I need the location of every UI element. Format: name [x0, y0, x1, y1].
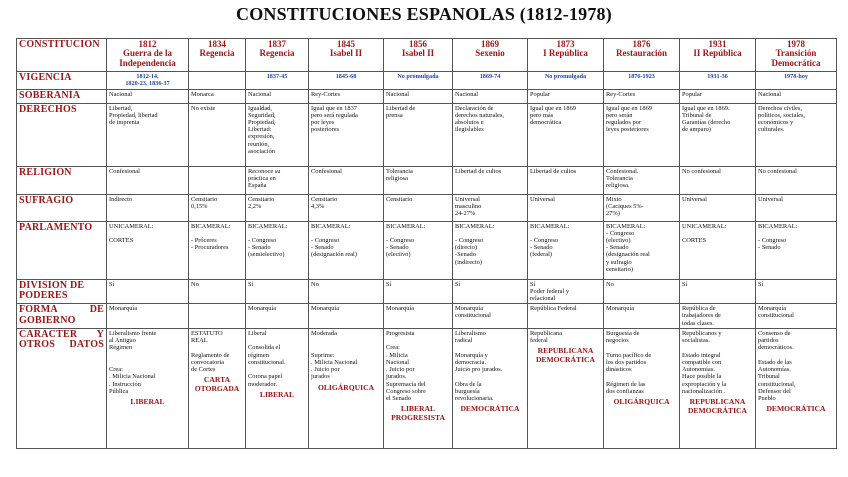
table-row	[17, 194, 837, 221]
cell-text: Sí	[455, 280, 461, 288]
column-year: 1876	[632, 39, 651, 49]
table-cell	[528, 221, 604, 279]
table-cell	[756, 328, 837, 448]
character-tag: OLIGÁRQUICA	[317, 382, 375, 392]
header-row	[17, 39, 837, 72]
cell-text: Sí Poder federal y relacional	[530, 280, 570, 302]
cell-text: Monarca	[191, 91, 214, 98]
cell-text: Rey-Cortes	[311, 91, 341, 98]
cell-text: ESTATUTO REAL Reglamento de convocatoria de Cortes	[191, 329, 230, 374]
cell-text: Progresista Crea: . Milicia Nacional . Juicio por jurados. Supremacía del Congreso sobre el Senado	[386, 329, 426, 403]
cell-text: Universal masculino 24-27%	[455, 195, 482, 217]
cell-text: Monarquía	[311, 305, 340, 313]
table-cell	[604, 166, 680, 194]
cell-text: Declaración de derechos naturales, absolutos e ilegislables	[455, 104, 504, 134]
table-cell	[604, 279, 680, 304]
table-cell	[107, 90, 189, 104]
column-name: II República	[693, 48, 742, 59]
table-cell	[384, 279, 453, 304]
table-cell	[246, 279, 309, 304]
table-cell	[309, 328, 384, 448]
table-cell	[453, 166, 528, 194]
cell-text: BICAMERAL: - Congreso - Senado (electivo)	[386, 222, 426, 259]
cell-text: Universal	[758, 195, 783, 203]
cell-text: Libertad de prensa	[386, 104, 416, 119]
column-header	[528, 39, 604, 72]
column-year: 1812	[138, 39, 157, 49]
cell-text: BICAMERAL: - Congreso - Senado	[758, 222, 798, 252]
column-header	[756, 39, 837, 72]
table-cell	[453, 194, 528, 221]
table-cell	[309, 166, 384, 194]
cell-text: Censitario 4,3%	[311, 195, 338, 210]
cell-text: BICAMERAL: - Congreso (directo) -Senado (indirecto)	[455, 222, 495, 266]
table-cell	[107, 221, 189, 279]
table-row	[17, 328, 837, 448]
table-cell	[604, 103, 680, 166]
cell-text: Monarquía	[248, 305, 277, 313]
table-cell	[384, 304, 453, 329]
cell-text: Universal	[530, 195, 555, 203]
character-tag: CARTA OTORGADA	[194, 375, 240, 393]
column-year: 1845	[337, 39, 355, 49]
table-cell	[246, 328, 309, 448]
table-cell	[309, 103, 384, 166]
cell-text: No promulgada	[397, 73, 439, 80]
cell-text: Liberal Consolida el régimen constitucional. Corona papel moderador.	[248, 329, 286, 388]
cell-text: Nacional	[109, 91, 133, 98]
column-year: 1834	[208, 39, 226, 49]
constitutions-table	[16, 38, 837, 449]
table-cell	[528, 304, 604, 329]
cell-text: Confesional. Tolerancia religiosa.	[606, 167, 639, 189]
table-cell	[528, 72, 604, 90]
row-header: SOBERANÍA	[17, 90, 107, 104]
cell-text: 1876-1923	[628, 73, 655, 80]
character-tag: DEMOCRÁTICA	[460, 404, 520, 414]
table-cell	[756, 279, 837, 304]
cell-text: 1837-45	[266, 73, 288, 80]
cell-text: Popular	[682, 91, 702, 98]
cell-text: Rey-Cortes	[606, 91, 636, 98]
table-cell	[680, 328, 756, 448]
table-cell	[189, 279, 246, 304]
table-cell	[453, 90, 528, 104]
cell-text: Indirecto	[109, 195, 133, 203]
table-cell	[107, 194, 189, 221]
cell-text: Sí	[109, 280, 115, 288]
column-year: 1931	[708, 39, 727, 49]
cell-text: BICAMERAL: - Próceres - Procuradores	[191, 222, 231, 252]
table-cell	[384, 221, 453, 279]
table-cell	[756, 103, 837, 166]
table-cell	[189, 328, 246, 448]
cell-text: Liberalismo frente al Antiguo Régimen Crea: . Milicia Nacional . Instrucción Pública	[109, 329, 157, 395]
column-year: 1978	[787, 39, 805, 49]
table-cell	[680, 103, 756, 166]
cell-text: UNICAMERAL: CORTES	[109, 222, 154, 244]
table-cell	[309, 221, 384, 279]
cell-text: BICAMERAL: - Congreso - Senado (designación real)	[311, 222, 357, 259]
column-name: Guerra de la Independencia	[119, 48, 176, 68]
cell-text: 1931-36	[707, 73, 728, 80]
table-body	[17, 72, 837, 449]
table-cell	[246, 194, 309, 221]
table-cell	[680, 221, 756, 279]
table-cell	[756, 166, 837, 194]
column-header	[604, 39, 680, 72]
column-header	[680, 39, 756, 72]
cell-text: Liberalismo radical Monarquía y democracia. Juicio pro jurados. Obra de la burguesía revolucionaria.	[455, 329, 503, 403]
table-cell	[384, 72, 453, 90]
table-row	[17, 72, 837, 90]
cell-text: Universal	[682, 195, 707, 203]
row-header: SUFRAGIO	[17, 194, 107, 221]
cell-text: Tolerancia religiosa	[386, 167, 413, 182]
cell-text: Confesional	[109, 167, 140, 175]
column-name: Isabel II	[329, 48, 363, 59]
table-cell	[680, 72, 756, 90]
cell-text: Popular	[530, 91, 550, 98]
table-cell	[756, 72, 837, 90]
cell-text: Monarquía constitucional	[758, 305, 794, 320]
cell-text: Reconoce su práctica en España	[248, 167, 281, 189]
table-cell	[107, 279, 189, 304]
character-tag: OLIGÁRQUICA	[613, 397, 670, 407]
cell-text: Sí	[682, 280, 688, 288]
cell-text: Nacional	[386, 91, 410, 98]
cell-text: Monarquía	[109, 305, 138, 313]
cell-text: No promulgada	[544, 73, 587, 80]
table-cell	[680, 166, 756, 194]
character-tag: REPUBLICANA DEMOCRÁTICA	[535, 346, 596, 364]
table-cell	[246, 90, 309, 104]
table-cell	[604, 194, 680, 221]
cell-text: 1812-14, 1820-23, 1836-37	[125, 73, 170, 87]
cell-text: Igual que en 1869 pero serán regulados por leyes posteriores	[606, 104, 652, 134]
table-cell	[680, 194, 756, 221]
table-cell	[756, 194, 837, 221]
cell-text: No confesional	[682, 167, 721, 175]
table-cell	[453, 279, 528, 304]
table-cell	[528, 328, 604, 448]
table-cell	[384, 194, 453, 221]
cell-text: Libertad de cultos	[530, 167, 577, 175]
cell-text: Censitario 0,15%	[191, 195, 218, 210]
table-cell	[528, 103, 604, 166]
character-tag: LIBERAL	[259, 389, 295, 399]
cell-text: Sí	[248, 280, 254, 288]
cell-text: República de trabajadores de todas clases.	[682, 305, 721, 327]
cell-text: BICAMERAL: - Congreso (electivo) - Senado (designación real y sufragio censitario)	[606, 222, 650, 273]
table-cell	[246, 304, 309, 329]
table-cell	[453, 304, 528, 329]
column-year: 1837	[268, 39, 286, 49]
table-cell	[756, 221, 837, 279]
column-name: Isabel II	[401, 48, 435, 59]
table-cell	[384, 328, 453, 448]
cell-text: No	[311, 280, 319, 288]
table-cell	[309, 304, 384, 329]
table-cell	[246, 72, 309, 90]
cell-text: 1845-68	[335, 73, 357, 80]
cell-text: Igual que en 1869 pero más democrática	[530, 104, 576, 126]
table-cell	[309, 279, 384, 304]
cell-text: Confesional	[311, 167, 342, 175]
cell-text: Censitario	[386, 195, 413, 203]
table-cell	[756, 90, 837, 104]
cell-text: Sí	[758, 280, 764, 288]
cell-text: No	[191, 280, 199, 288]
cell-text: Moderada Suprime: . Milicia Nacional . Juicio por jurados	[311, 329, 358, 381]
column-header	[246, 39, 309, 72]
cell-text: Libertad, Propiedad, libertad de imprenta	[109, 104, 158, 126]
row-header: RELIGIÓN	[17, 166, 107, 194]
table-cell	[680, 90, 756, 104]
row-header: DERECHOS	[17, 103, 107, 166]
cell-text: BICAMERAL: - Congreso - Senado (federal)	[530, 222, 570, 259]
cell-text: No confesional	[758, 167, 797, 175]
cell-text: Igual que en 1837 pero será regulada por leyes posteriores	[311, 104, 358, 134]
cell-text: Republicana federal	[530, 329, 562, 345]
cell-text: Monarquía	[606, 305, 635, 313]
table-cell	[189, 166, 246, 194]
table-cell	[107, 72, 189, 90]
row-header-constitucion: CONSTITUCIÓN	[17, 39, 107, 72]
column-name: Restauración	[616, 48, 667, 59]
document-title: CONSTITUCIONES ESPANOLAS (1812-1978)	[236, 4, 612, 24]
table-cell	[453, 328, 528, 448]
cell-text: UNICAMERAL: CORTES	[682, 222, 727, 244]
cell-text: Igualdad, Seguridad, Propiedad, Libertad: expresión, reunión, asociación	[248, 104, 276, 155]
row-header: FORMA DE GOBIERNO	[17, 304, 107, 329]
table-cell	[189, 194, 246, 221]
table-cell	[107, 166, 189, 194]
table-cell	[189, 103, 246, 166]
column-year: 1869	[481, 39, 499, 49]
table-cell	[246, 221, 309, 279]
cell-text: Consenso de partidos democráticos. Estado de las Autonomías. Tribunal constitucional, Defensor del Pueblo	[758, 329, 796, 403]
table-cell	[453, 103, 528, 166]
table-cell	[189, 90, 246, 104]
cell-text: Igual que en 1869. Tribunal de Garantías (derecho de amparo)	[682, 104, 731, 134]
cell-text: Censitario 2,2%	[248, 195, 275, 210]
cell-text: Nacional	[758, 91, 782, 98]
row-header: CARACTER Y OTROS DATOS	[17, 328, 107, 448]
cell-text: Nacional	[455, 91, 479, 98]
table-cell	[680, 304, 756, 329]
table-cell	[756, 304, 837, 329]
character-tag: REPUBLICANA DEMOCRÁTICA	[687, 397, 748, 415]
table-cell	[604, 304, 680, 329]
table-cell	[189, 72, 246, 90]
row-header: VIGENCIA	[17, 72, 107, 90]
table-row	[17, 90, 837, 104]
column-header	[453, 39, 528, 72]
table-cell	[680, 279, 756, 304]
table-cell	[604, 90, 680, 104]
cell-text: 1978-hoy	[783, 73, 809, 80]
table-cell	[528, 90, 604, 104]
table-cell	[189, 221, 246, 279]
cell-text: No	[606, 280, 614, 288]
table-cell	[107, 328, 189, 448]
column-name: Transición Democrática	[771, 48, 821, 68]
row-header: DIVISION DE PODERES	[17, 279, 107, 304]
table-cell	[384, 166, 453, 194]
cell-text: Republicanos y socialistas. Estado integral compatible con Autonomías. Hace posible la expropiación y la nacionalización .	[682, 329, 727, 395]
cell-text: Monarquía	[386, 305, 415, 313]
table-cell	[453, 72, 528, 90]
table-cell	[528, 194, 604, 221]
cell-text: República Federal	[530, 305, 577, 313]
character-tag: LIBERAL PROGRESISTA	[391, 404, 445, 422]
column-header	[107, 39, 189, 72]
column-header	[384, 39, 453, 72]
column-header	[309, 39, 384, 72]
cell-text: Sí	[386, 280, 392, 288]
cell-text: 1869-74	[479, 73, 501, 80]
character-tag: LIBERAL	[130, 397, 165, 407]
table-cell	[246, 166, 309, 194]
table-cell	[246, 103, 309, 166]
cell-text: No existe	[191, 104, 216, 112]
table-cell	[604, 221, 680, 279]
cell-text: Nacional	[248, 91, 272, 98]
table-cell	[309, 194, 384, 221]
column-name: Regencia	[259, 48, 295, 59]
character-tag: DEMOCRÁTICA	[766, 404, 826, 414]
cell-text: Derechos civiles, políticos, sociales, económicos y culturales.	[758, 104, 806, 134]
table-cell	[453, 221, 528, 279]
cell-text: Libertad de cultos	[455, 167, 502, 175]
column-name: Sexenio	[475, 48, 505, 59]
cell-text: Monarquía constitucional	[455, 305, 491, 320]
column-header	[189, 39, 246, 72]
column-name: I República	[543, 48, 588, 59]
table-row	[17, 279, 837, 304]
table-cell	[528, 279, 604, 304]
table-cell	[309, 72, 384, 90]
table-row	[17, 103, 837, 166]
table-cell	[309, 90, 384, 104]
column-name: Regencia	[199, 48, 235, 59]
table-row	[17, 304, 837, 329]
cell-text: BICAMERAL: - Congreso - Senado (semielectivo)	[248, 222, 288, 259]
cell-text: Burguesía de negocios Turno pacífico de los dos partidos dinásticos Régimen de las dos confianzas	[606, 329, 652, 395]
table-cell	[107, 103, 189, 166]
table-cell	[107, 304, 189, 329]
table-cell	[604, 328, 680, 448]
table-cell	[604, 72, 680, 90]
table-row	[17, 221, 837, 279]
column-year: 1856	[409, 39, 427, 49]
table-cell	[189, 304, 246, 329]
row-header: PARLAMENTO	[17, 221, 107, 279]
table-cell	[384, 103, 453, 166]
table-cell	[528, 166, 604, 194]
column-year: 1873	[556, 39, 575, 49]
table-row	[17, 166, 837, 194]
cell-text: Mixto (Caciques 5%- 27%)	[606, 195, 644, 217]
table-cell	[384, 90, 453, 104]
